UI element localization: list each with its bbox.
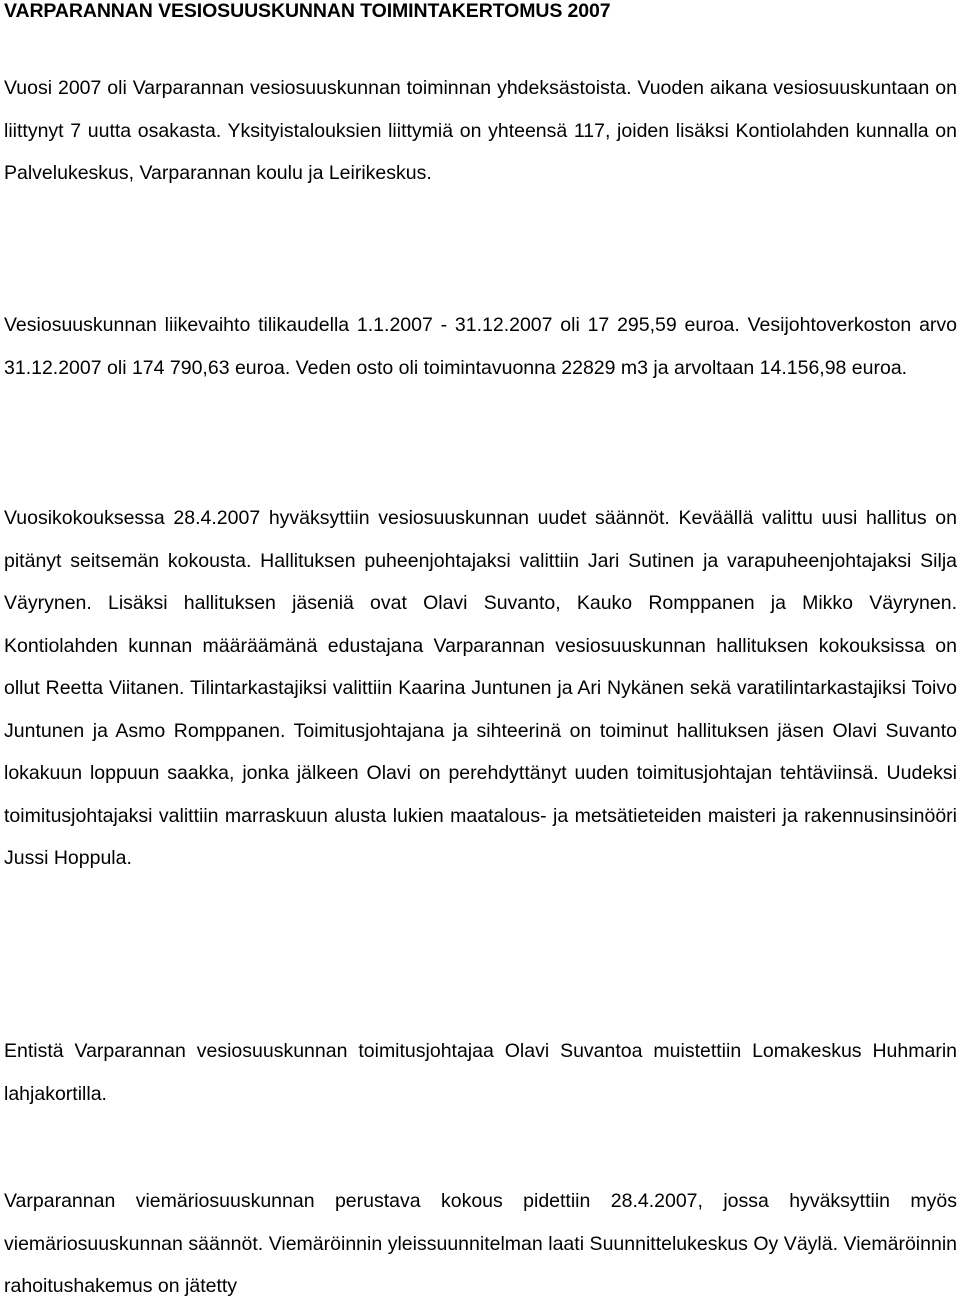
- paragraph-membership: Vuosi 2007 oli Varparannan vesiosuuskunnan toiminnan yhdeksästoista. Vuoden aikana vesiosuuskuntaan on liittynyt 7 uutta osakasta. Yksityistalouksien liittymiä on yhteensä 117, joiden lisäksi Kontiolahden kunnalla on Palvelukeskus, Varparannan koulu ja Leirikeskus.: [4, 77, 957, 184]
- paragraph-sewer-cooperative: Varparannan viemäriosuuskunnan perustava kokous pidettiin 28.4.2007, jossa hyväksyttiin myös viemäriosuuskunnan säännöt. Viemäröinnin yleissuunnitelman laati Suunnittelukeskus Oy Väylä. Viemäröinnin rahoitushakemus on jätetty: [4, 1190, 957, 1297]
- paragraph-recognition: Entistä Varparannan vesiosuuskunnan toimitusjohtajaa Olavi Suvantoa muistettiin Lomakeskus Huhmarin lahjakortilla.: [4, 1040, 957, 1105]
- paragraph-administration: Vuosikokouksessa 28.4.2007 hyväksyttiin vesiosuuskunnan uudet säännöt. Keväällä valittu uusi hallitus on pitänyt seitsemän kokousta. Hallituksen puheenjohtajaksi valittiin Jari Sutinen ja varapuheenjohtajaksi Silja Väyrynen. Lisäksi hallituksen jäseniä ovat Olavi Suvanto, Kauko Romppanen ja Mikko Väyrynen. Kontiolahden kunnan määräämänä edustajana Varparannan vesiosuuskunnan hallituksen kokouksissa on ollut Reetta Viitanen. Tilintarkastajiksi valittiin Kaarina Juntunen ja Ari Nykänen sekä varatilintarkastajiksi Toivo Juntunen ja Asmo Romppanen. Toimitusjohtajana ja sihteerinä on toiminut hallituksen jäsen Olavi Suvanto lokakuun loppuun saakka, jonka jälkeen Olavi on perehdyttänyt uuden toimitusjohtajan tehtäviinsä. Uudeksi toimitusjohtajaksi valittiin marraskuun alusta lukien maatalous- ja metsätieteiden maisteri ja rakennusinsinööri Jussi Hoppula.: [4, 507, 957, 869]
- document-title: VARPARANNAN VESIOSUUSKUNNAN TOIMINTAKERTOMUS 2007: [4, 0, 611, 22]
- paragraph-finances: Vesiosuuskunnan liikevaihto tilikaudella 1.1.2007 - 31.12.2007 oli 17 295,59 euroa. Vesijohtoverkoston arvo 31.12.2007 oli 174 790,63 euroa. Veden osto oli toimintavuonna 22829 m3 ja arvoltaan 14.156,98 euroa.: [4, 314, 957, 379]
